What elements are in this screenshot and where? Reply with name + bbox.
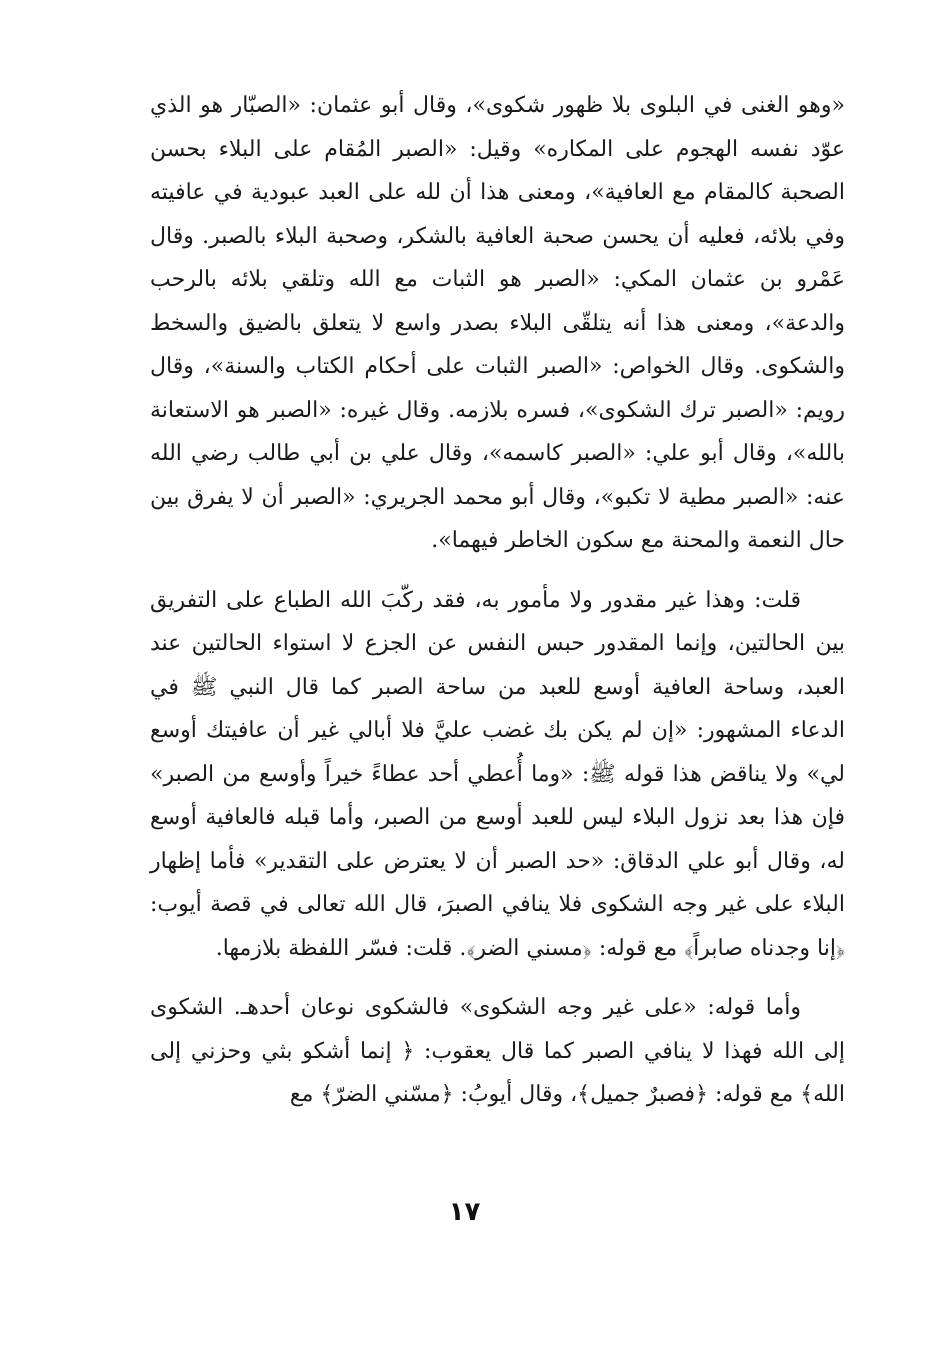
paragraph-1: «وهو الغنى في البلوى بلا ظهور شكوى»، وقال أبو عثمان: «الصبّار هو الذي عوّد نفسه الهجوم على المكاره» وقيل: «الصبر المُقام على البلاء بحسن الصحبة كالمقام مع العافية»، ومعنى هذا أن لله على العبد عبودية في عافيته وفي بلائه، فعليه أن يحسن صحبة العافية بالشكر، وصحبة البلاء بالصبر. وقال عَمْرو بن عثمان المكي: «الصبر هو الثبات مع الله وتلقي بلائه بالرحب والدعة»، ومعنى هذا أنه يتلقّى البلاء بصدر واسع لا يتعلق بالضيق والسخط والشكوى. وقال الخواص: «الصبر الثبات على أحكام الكتاب والسنة»، وقال رويم: «الصبر ترك الشكوى»، فسره بلازمه. وقال غيره: «الصبر هو الاستعانة بالله»، وقال أبو علي: «الصبر كاسمه»، وقال علي بن أبي طالب رضي الله عنه: «الصبر مطية لا تكبو»، وقال أبو محمد الجريري: «الصبر أن لا يفرق بين حال النعمة والمحنة مع سكون الخاطر فيهما». — [150, 93, 846, 553]
paragraph-3: وأما قوله: «على غير وجه الشكوى» فالشكوى نوعان أحدهـ. الشكوى إلى الله فهذا لا ينافي الصبر كما قال يعقوب: ﴿ إنما أشكو بثي وحزني إلى الله﴾ مع قوله: ﴿فصبرٌ جميل﴾، وقال أيوبُ: ﴿مسّني الضرّ﴾ مع — [150, 995, 845, 1107]
page-number: ١٧ — [448, 1197, 481, 1227]
page-body — [150, 84, 845, 1264]
paragraph-2: قلت: وهذا غير مقدور ولا مأمور به، فقد ركّبَ الله الطباع على التفريق بين الحالتين، وإنما المقدور حبس النفس عن الجزع لا استواء الحالتين عند العبد، وساحة العافية أوسع للعبد من ساحة الصبر كما قال النبي ﷺ في الدعاء المشهور: «إن لم يكن بك غضب عليَّ فلا أبالي غير أن عافيتك أوسع لي» ولا يناقض هذا قوله ﷺ: «وما أُعطي أحد عطاءً خيراً وأوسع من الصبر» فإن هذا بعد نزول البلاء ليس للعبد أوسع من الصبر، وأما قبله فالعافية أوسع له، وقال أبو علي الدقاق: «حد الصبر أن لا يعترض على التقدير» فأما إظهار البلاء على غير وجه الشكوى فلا ينافي الصبرَ، قال الله تعالى في قصة أيوب: ﴿إنا وجدناه صابراً﴾ مع قوله: ﴿مسني الضر﴾. قلت: فسّر اللفظة بلازمها. — [150, 587, 846, 961]
